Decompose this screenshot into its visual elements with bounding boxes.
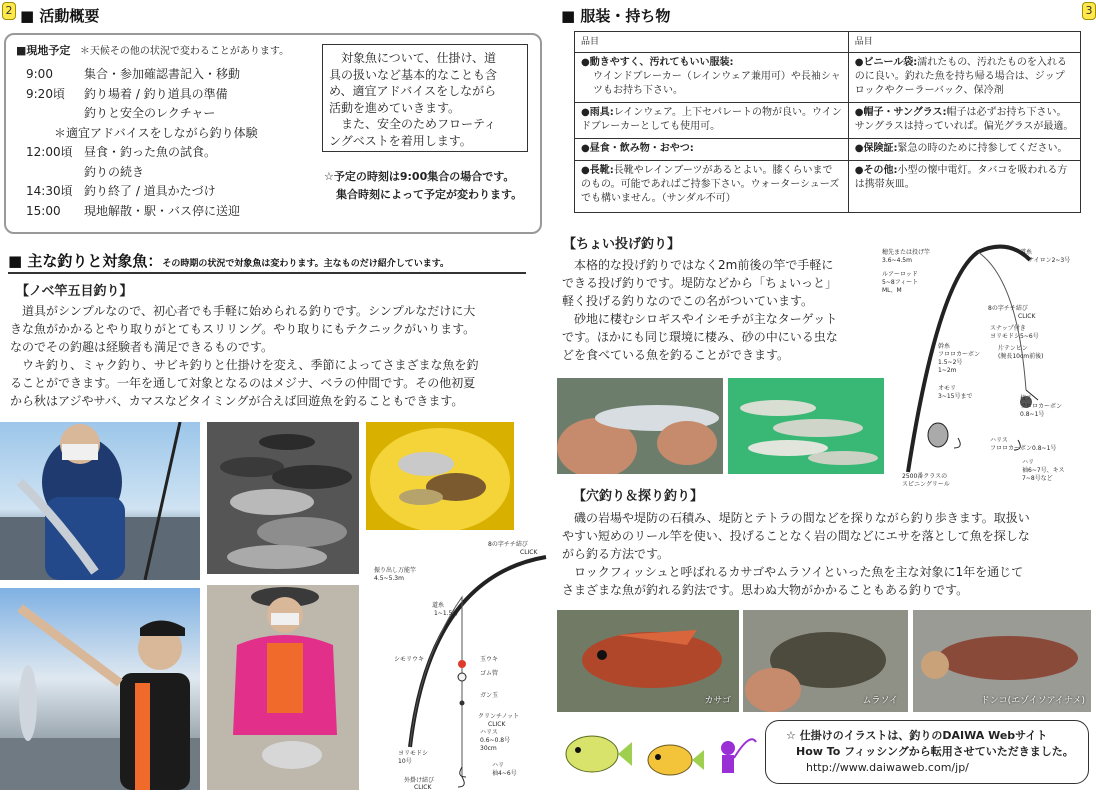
ana-text	[562, 509, 1092, 599]
note-line: また、安全のためフローティ	[329, 117, 497, 131]
choi-rig-label[interactable]: CLICK	[1018, 313, 1036, 320]
schedule-note-box	[322, 44, 528, 152]
nobe-title: 【ノベ竿五目釣り】	[16, 284, 133, 299]
fish-mascot-2-icon	[648, 745, 704, 775]
uki-rig-label: 0.6~0.8号	[480, 737, 511, 744]
schedule-text: ＊適宜アドバイスをしながら釣り体験	[54, 125, 258, 140]
photo-fish-on-ground-art	[207, 422, 359, 574]
choi-rig-label: スピニングリール	[902, 481, 950, 488]
choi-rig-diagram	[878, 240, 1096, 510]
uki-rig-label: ガン玉	[480, 692, 499, 699]
nobe-text	[10, 302, 538, 410]
photo-kisu-in-bucket-art	[728, 378, 884, 474]
uki-rig-label: 外掛け結び	[404, 777, 435, 784]
choi-rig-label: 1~2m	[938, 367, 957, 374]
nobe-line: から秋はアジやサバ、カマスなどタイミングが合えば回遊魚を釣ることもできます。	[10, 394, 464, 408]
clothing-cell-right-1: ●帽子・サングラス:帽子は必ずお持ち下さい。サングラスは持っていれば。偏光グラスが最適。	[848, 103, 1080, 139]
schedule-row	[26, 85, 228, 102]
choi-text	[562, 256, 882, 364]
schedule-text: 昼食・釣った魚の試食。	[84, 145, 217, 159]
photo-girl-with-fish	[207, 585, 359, 790]
choi-rig-label: 3~15号まで	[938, 393, 973, 400]
nobe-line: きな魚がかかるとやり取りがとてもスリリング。やり取りにもテクニックがいります。	[10, 322, 476, 336]
fishing-heading-note: その時期の状況で対象魚は変わります。主なものだけ紹介しています。	[162, 259, 449, 269]
clothing-cell-left-0: ●動きやすく、汚れてもいい服装: ウインドブレーカー（レインウェア兼用可）や長袖シャツもお持ち下さい。	[575, 53, 849, 103]
schedule-row	[26, 143, 216, 160]
schedule-row	[26, 202, 240, 219]
caption-murasoi: ムラソイ	[862, 696, 898, 706]
choi-line: 本格的な投げ釣りではなく2m前後の竿で手軽に	[562, 258, 834, 272]
schedule-time: 15:00	[26, 203, 61, 218]
fishing-heading-title: ■ 主な釣りと対象魚：	[8, 252, 163, 270]
choi-rig-label: 幹糸	[938, 343, 951, 350]
ana-line: さまざまな魚が釣れる釣法です。思わぬ大物がかかることもある釣りです。	[562, 583, 969, 597]
note-line: め、適宜アドバイスをしながら	[329, 84, 497, 98]
uki-rig-label: 1~1.5号	[434, 610, 459, 617]
time-note-1: ☆予定の時刻は9:00集合の場合です。	[324, 170, 515, 183]
clothing-cell-right-3: ●その他:小型の懐中電灯。タバコを吸われる方は携帯灰皿。	[848, 161, 1080, 213]
note-line: 対象魚について、仕掛け、道	[329, 51, 497, 65]
nobe-line: 道具がシンプルなので、初心者でも手軽に始められる釣りです。シンプルなだけに大	[10, 304, 476, 318]
uki-rig-label: 30cm	[480, 745, 497, 752]
clothing-heading: ■ 服装・持ち物	[561, 7, 671, 25]
photo-murasoi	[743, 610, 908, 712]
credit-bubble	[765, 720, 1089, 784]
schedule-note: ＊天候その他の状況で変わることがあります。	[79, 46, 290, 57]
uki-rig-label: 玉ウキ	[480, 656, 499, 663]
uki-rig-label[interactable]: CLICK	[488, 721, 506, 728]
fish-mascot-1-icon	[566, 736, 632, 772]
photo-child-with-fish-art	[0, 588, 200, 790]
uki-rig-label: 袖4~6号	[492, 770, 517, 777]
schedule-time: 9:00	[26, 67, 53, 81]
choi-line: 砂地に棲むシロギスやイシモチが主なターゲット	[562, 312, 838, 326]
schedule-text: 釣りの続き	[84, 164, 145, 179]
credit-line-1: ☆ 仕掛けのイラストは、釣りのDAIWA Webサイト	[786, 729, 1048, 742]
page-number-left: 2	[2, 2, 16, 20]
schedule-row	[26, 65, 240, 82]
choi-line: 軽く投げる釣りなのでこの名がついています。	[562, 294, 814, 308]
note-line: ングベストを着用します。	[329, 133, 472, 148]
uki-rig-label: ヨリモドシ	[398, 750, 429, 757]
photo-kisu-in-hand	[557, 378, 723, 474]
schedule-row	[84, 104, 215, 121]
uki-rig-label: 道糸	[432, 602, 445, 609]
note-lines	[329, 50, 521, 149]
schedule-text: 釣り場着 / 釣り道具の準備	[84, 86, 228, 101]
ana-line: 磯の岩場や堤防の石積み、堤防とテトラの間などを探りながら釣り歩きます。取扱い	[562, 511, 1030, 525]
schedule-text: 釣りと安全のレクチャー	[84, 106, 216, 120]
clothing-col-header-left: 品目	[575, 32, 849, 53]
choi-rig-label: 道糸	[1020, 249, 1033, 256]
choi-rig-label: ハリス	[990, 437, 1008, 444]
choi-rig-label: オモリ	[938, 385, 957, 392]
choi-rig-label: ML、M	[882, 287, 902, 294]
ana-line: がら釣る方法です。	[562, 547, 670, 561]
nobe-line: なのでその釣趣は経験者も満足できるものです。	[10, 340, 274, 354]
choi-rig-label: 片テンビン	[998, 345, 1028, 352]
clothing-cell-left-2: ●昼食・飲み物・おやつ:	[575, 139, 849, 161]
choi-rig-label: 0.8~1号	[1020, 411, 1045, 418]
choi-line: できる投げ釣りです。堤防などから「ちょいっと」	[562, 276, 838, 290]
clothing-table	[574, 31, 1081, 213]
ana-line: ロックフィッシュと呼ばれるカサゴやムラソイといった魚を主な対象に1年を通じて	[562, 565, 1024, 579]
schedule-label: ■現地予定	[16, 44, 71, 57]
photo-fish-in-bucket	[366, 422, 514, 530]
page-number-right: 3	[1082, 2, 1096, 20]
note-line: 活動を進めていきます。	[329, 100, 461, 115]
caption-kasago: カサゴ	[704, 696, 731, 706]
photo-child-with-fish	[0, 588, 200, 790]
schedule-time: 14:30頃	[26, 184, 73, 198]
choi-rig-label: フロロカーボン	[1020, 403, 1063, 410]
photo-donko	[913, 610, 1091, 712]
photo-kisu-in-bucket	[728, 378, 884, 474]
schedule-header	[16, 42, 289, 58]
time-note-2: 集合時刻によって予定が変わります。	[336, 188, 523, 201]
choi-rig-label: 穂先または投げ竿	[882, 249, 931, 256]
photo-kisu-in-hand-art	[557, 378, 723, 474]
choi-rig-label: ヨリモドシ5~6号	[990, 333, 1039, 340]
ana-line: やすい短めのリール竿を使い、投げることなく岩の間などにエサを落として魚を探しな	[562, 529, 1030, 543]
choi-rig-label: 袖6~7号、キス	[1022, 467, 1065, 474]
schedule-text: 集合・参加確認書記入・移動	[84, 67, 241, 81]
uki-rig-labels	[374, 540, 538, 789]
credit-url[interactable]: http://www.daiwaweb.com/jp/	[806, 761, 969, 774]
ana-title: 【穴釣り＆探り釣り】	[573, 489, 704, 504]
schedule-row	[26, 182, 216, 199]
choi-rig-label: ハリ	[1022, 459, 1035, 466]
uki-rig-label: クリンチノット	[478, 713, 520, 720]
schedule-time: 9:20頃	[26, 86, 65, 101]
uki-rig-label: ゴム管	[480, 670, 499, 677]
note-line: 具の扱いなど基本的なことも含	[329, 67, 498, 82]
photo-angler-with-fish	[0, 422, 200, 580]
choi-rig-label: 1.5~2号	[938, 359, 963, 366]
choi-line: どを食べている魚を釣ることができます。	[562, 348, 790, 362]
clothing-cell-left-1: ●雨具:レインウェア。上下セパレートの物が良い。ウインドブレーカーとしても使用可。	[575, 103, 849, 139]
uki-rig-label: 10号	[398, 758, 412, 765]
clothing-cell-left-3: ●長靴:長靴やレインブーツがあるとよい。膝くらいまでのもの。可能であればご持参下さい。ウォーターシューズでも構いません。（サンダル不可）	[575, 161, 849, 213]
choi-rig-label: 3.6~4.5m	[882, 257, 912, 264]
choi-rig-label: 枝ス	[1020, 395, 1033, 402]
uki-rig-label[interactable]: CLICK	[520, 549, 538, 556]
clothing-cell-right-2: ●保険証:緊急の時のために持参してください。	[848, 139, 1080, 161]
credit-line-2: How To フィッシングから転用させていただきました。	[796, 745, 1074, 758]
uki-rig-label: 振り出し万能竿	[374, 567, 417, 574]
clothing-col-header-right: 品目	[848, 32, 1080, 53]
uki-rig-label: ハリス	[480, 729, 498, 736]
uki-rig-label: シモリウキ	[394, 656, 425, 663]
photo-girl-with-fish-art	[207, 585, 359, 790]
choi-rig-label: (腕長10cm前後)	[998, 353, 1044, 360]
fishing-heading	[8, 250, 526, 274]
schedule-row	[54, 124, 258, 141]
mascot-illustrations	[560, 722, 760, 784]
photo-kasago	[557, 610, 739, 712]
uki-rig-diagram	[370, 537, 550, 789]
schedule-box	[4, 33, 542, 234]
uki-rig-label: 4.5~5.3m	[374, 575, 404, 582]
uki-rig-label: 8の字チチ結び	[488, 541, 528, 548]
nobe-line: ることができます。一年を通して対象となるのはメジナ、ベラの仲間です。その他初夏	[10, 376, 476, 390]
choi-rig-label: フロロカーボン0.8~1号	[990, 445, 1057, 452]
schedule-text: 現地解散・駅・バス停に送迎	[84, 203, 241, 218]
photo-fish-in-bucket-art	[366, 422, 514, 530]
choi-rig-label: スナップ付き	[990, 325, 1026, 332]
photo-angler-with-fish-art	[0, 422, 200, 580]
nobe-line: ウキ釣り、ミャク釣り、サビキ釣りと仕掛けを変え、季節によってさまざまな魚を釣	[10, 358, 479, 372]
choi-rig-label: ナイロン2~3号	[1028, 257, 1071, 264]
choi-rig-label: 8の字チチ結び	[988, 305, 1028, 312]
activity-heading: ■ 活動概要	[20, 7, 100, 25]
schedule-row	[84, 163, 144, 180]
choi-rig-label: 2500番クラスの	[902, 473, 948, 480]
choi-rig-label: フロロカーボン	[938, 351, 981, 358]
photo-fish-on-ground	[207, 422, 359, 574]
choi-title: 【ちょい投げ釣り】	[563, 237, 681, 252]
uki-rig-label: ハリ	[492, 762, 505, 769]
schedule-time: 12:00頃	[26, 145, 73, 159]
choi-line: です。ほかにも同じ環境に棲み、砂の中にいる虫な	[562, 330, 838, 344]
uki-rig-label[interactable]: CLICK	[414, 784, 432, 789]
choi-rig-label: 5~8フィート	[882, 279, 919, 286]
angler-mascot-icon	[721, 739, 756, 773]
clothing-cell-right-0: ●ビニール袋:濡れたもの、汚れたものを入れるのに良い。釣れた魚を持ち帰る場合は、ジップロックやクーラーバック、保冷剤	[848, 53, 1080, 103]
choi-rig-label: ルアーロッド	[882, 271, 918, 278]
schedule-text: 釣り終了 / 道具かたづけ	[84, 184, 216, 198]
caption-donko: ドンコ(エゾイソアイナメ)	[980, 696, 1085, 706]
choi-rig-label: 7~8号など	[1022, 475, 1053, 482]
